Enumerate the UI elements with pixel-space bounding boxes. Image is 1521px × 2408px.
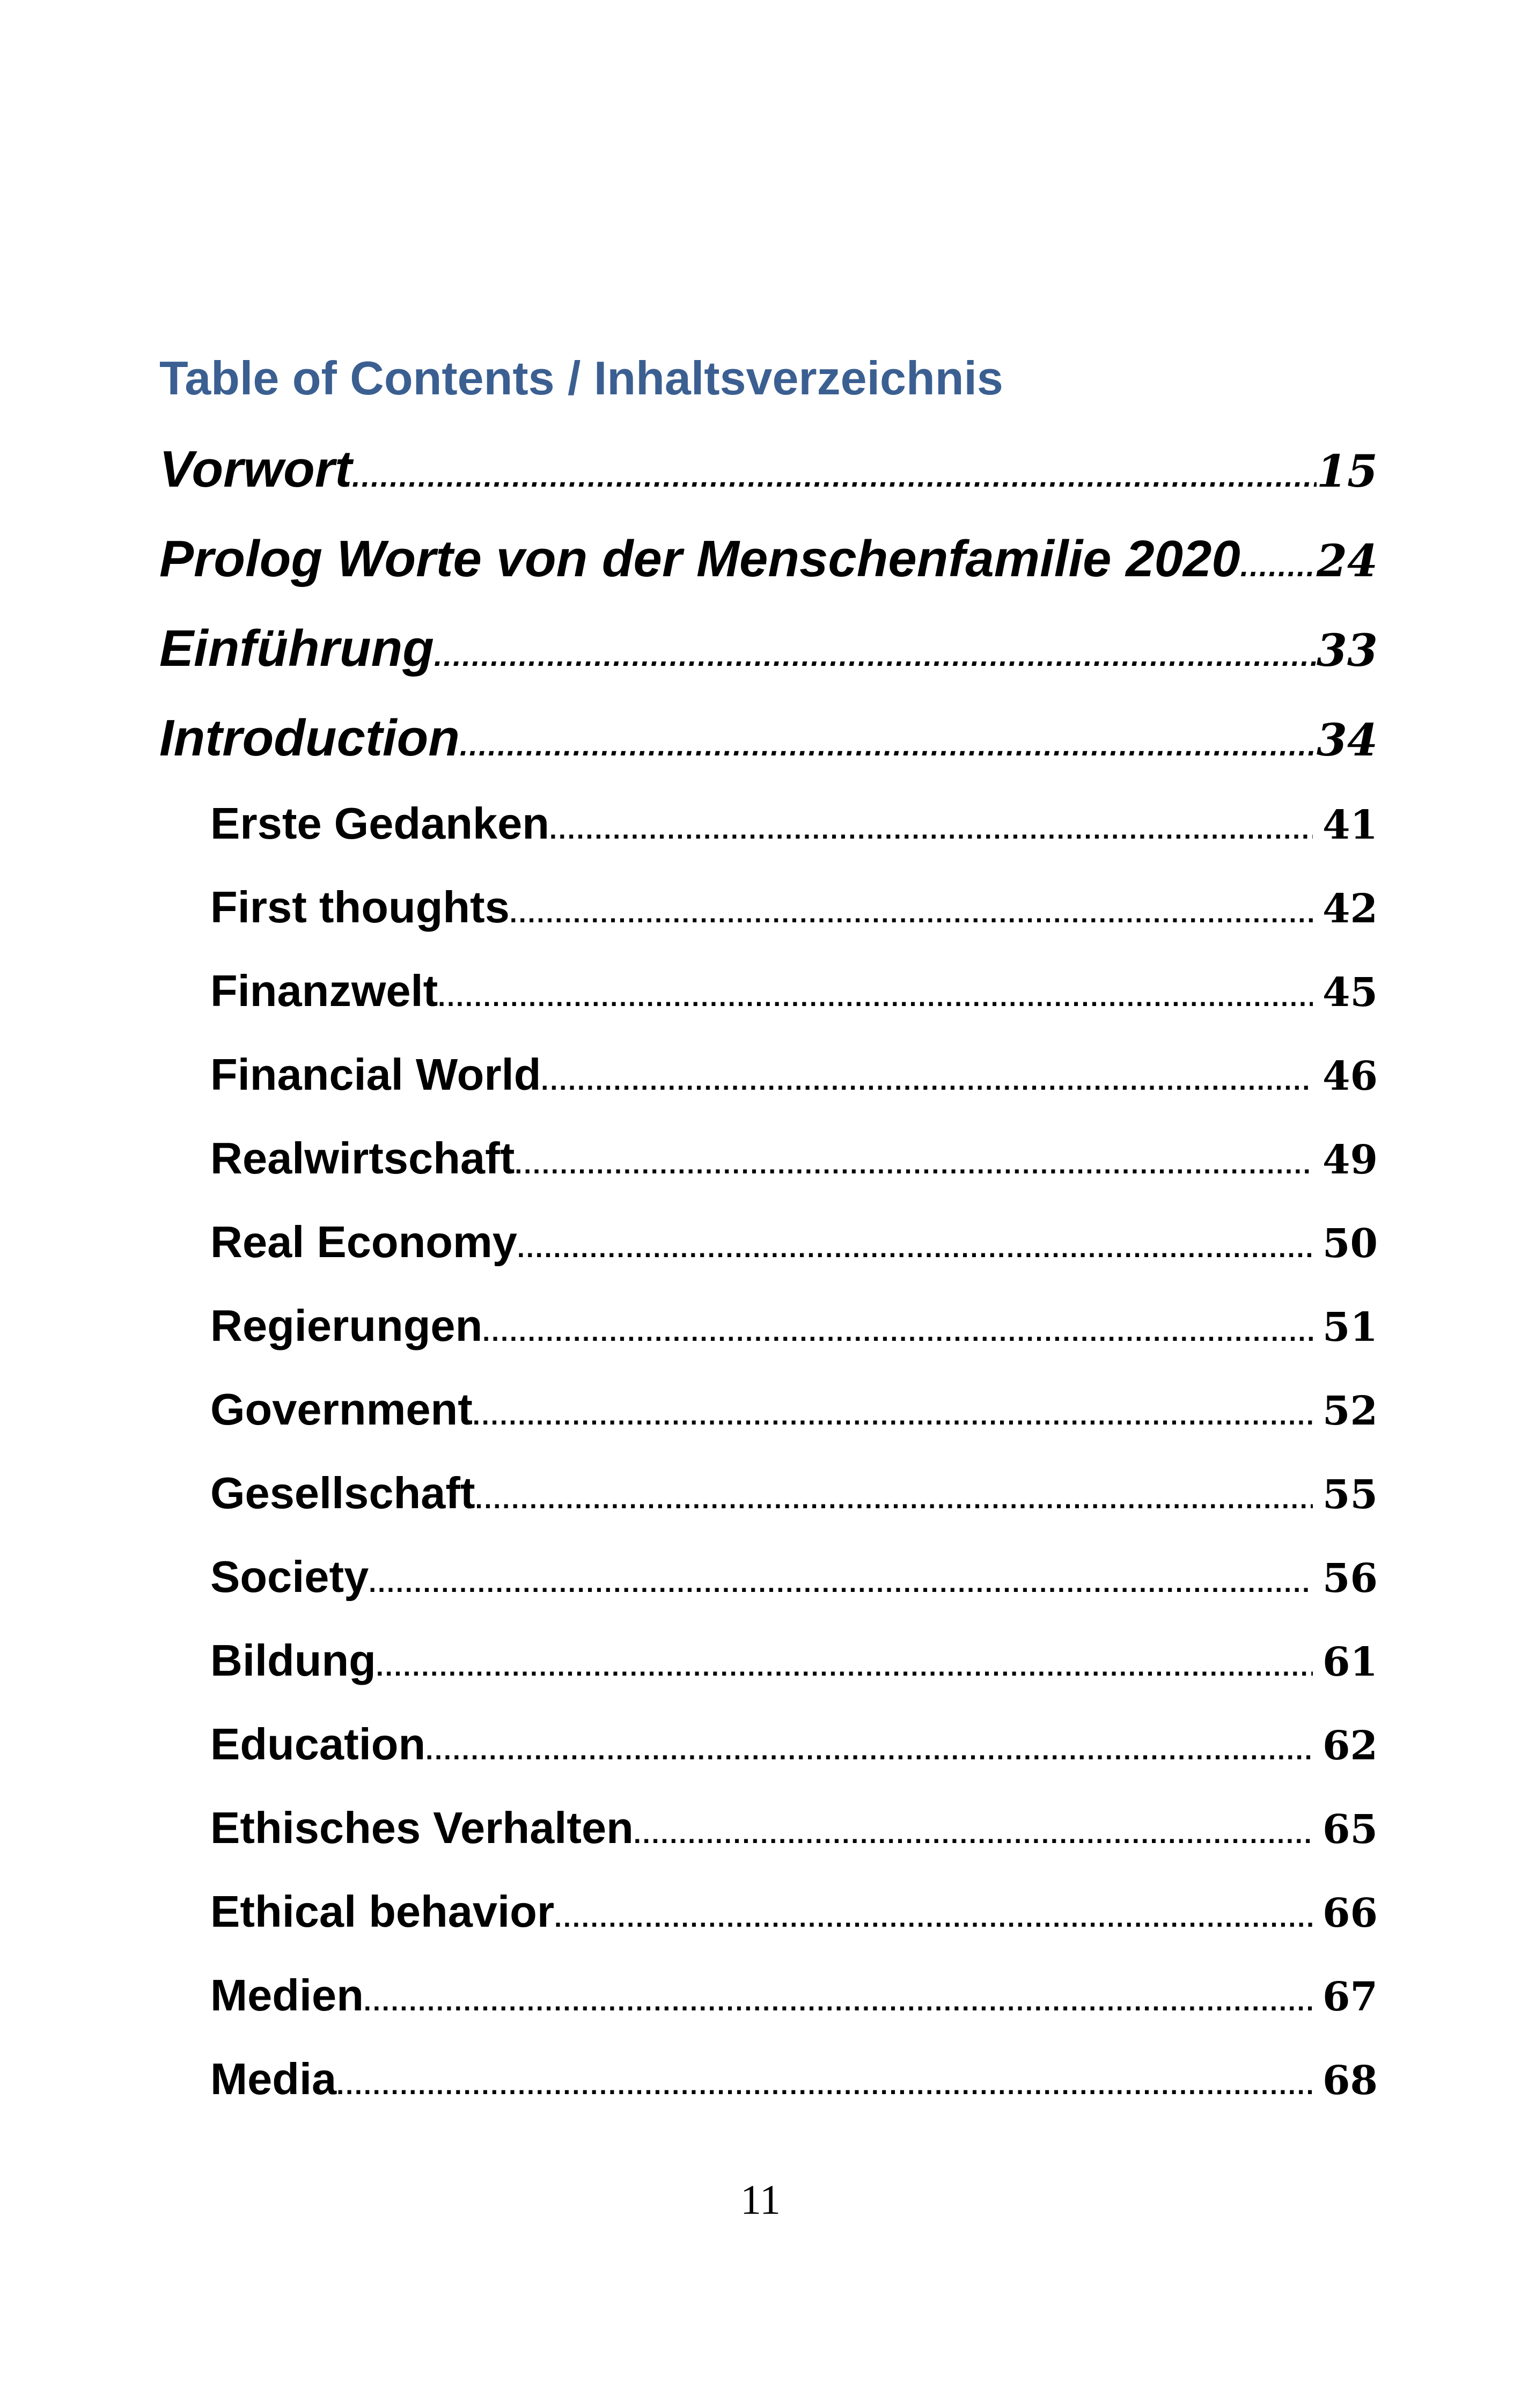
toc-entry-page: 68 bbox=[1322, 2058, 1378, 2104]
toc-entry-ethical-behavior[interactable] bbox=[210, 1886, 1378, 1948]
toc-entry-label: Einführung bbox=[159, 620, 434, 677]
toc-entry-page: 62 bbox=[1322, 1723, 1378, 1769]
toc-entry-einfuehrung[interactable] bbox=[159, 619, 1378, 689]
toc-entry-page: 49 bbox=[1322, 1137, 1378, 1183]
toc-entry-introduction[interactable] bbox=[159, 709, 1378, 779]
dot-leader bbox=[515, 1149, 1313, 1180]
toc-entry-label: Gesellschaft bbox=[210, 1468, 475, 1518]
dot-leader bbox=[482, 1316, 1313, 1347]
dot-leader bbox=[369, 1567, 1313, 1598]
dot-leader bbox=[634, 1818, 1313, 1849]
toc-entry-label: Media bbox=[210, 2054, 337, 2104]
toc-entry-gesellschaft[interactable] bbox=[210, 1467, 1378, 1529]
toc-entry-vorwort[interactable] bbox=[159, 440, 1378, 510]
toc-entry-realwirtschaft[interactable] bbox=[210, 1133, 1378, 1194]
toc-entry-page: 41 bbox=[1322, 802, 1378, 848]
toc-entry-page: 33 bbox=[1316, 625, 1378, 677]
toc-entry-label: Society bbox=[210, 1552, 369, 1602]
dot-leader bbox=[554, 1902, 1313, 1933]
toc-entry-regierungen[interactable] bbox=[210, 1300, 1378, 1362]
toc-entry-page: 34 bbox=[1316, 715, 1378, 766]
page-number: 11 bbox=[740, 2176, 781, 2223]
toc-entry-real-economy[interactable] bbox=[210, 1216, 1378, 1278]
toc-entry-page: 24 bbox=[1316, 535, 1378, 587]
toc-entry-label: Medien bbox=[210, 1970, 364, 2020]
toc-entry-erste-gedanken[interactable] bbox=[210, 798, 1378, 860]
toc-heading: Table of Contents / Inhaltsverzeichnis bbox=[159, 351, 1003, 405]
toc-entry-label: Ethical behavior bbox=[210, 1886, 555, 1936]
toc-entry-label: Erste Gedanken bbox=[210, 798, 549, 848]
toc-entry-media[interactable] bbox=[210, 2053, 1378, 2115]
dot-leader bbox=[376, 1651, 1313, 1682]
toc-entry-society[interactable] bbox=[210, 1551, 1378, 1613]
toc-entry-label: Regierungen bbox=[210, 1301, 483, 1350]
toc-entry-page: 56 bbox=[1322, 1555, 1378, 1602]
dot-leader bbox=[336, 2069, 1313, 2101]
toc-entry-label: Realwirtschaft bbox=[210, 1133, 515, 1183]
dot-leader bbox=[475, 1484, 1313, 1515]
toc-entry-finanzwelt[interactable] bbox=[210, 965, 1378, 1027]
toc-entry-label: Vorwort bbox=[159, 441, 352, 498]
toc-entry-label: Introduction bbox=[159, 709, 460, 767]
toc-entry-financial-world[interactable] bbox=[210, 1049, 1378, 1111]
toc-entry-page: 15 bbox=[1316, 446, 1378, 497]
dot-leader bbox=[434, 638, 1317, 673]
dot-leader bbox=[1240, 548, 1317, 583]
toc-entry-page: 42 bbox=[1322, 886, 1378, 932]
toc-entry-page: 50 bbox=[1322, 1221, 1378, 1267]
toc-entry-page: 45 bbox=[1322, 970, 1378, 1016]
toc-entry-medien[interactable] bbox=[210, 1970, 1378, 2031]
toc-entry-label: Prolog Worte von der Menschenfamilie 2020 bbox=[159, 530, 1240, 588]
toc-entry-page: 67 bbox=[1322, 1974, 1378, 2020]
toc-entry-page: 46 bbox=[1322, 1053, 1378, 1099]
toc-entry-label: Financial World bbox=[210, 1049, 541, 1099]
dot-leader bbox=[460, 728, 1317, 762]
toc-entry-label: First thoughts bbox=[210, 882, 510, 932]
toc-entry-page: 55 bbox=[1322, 1472, 1378, 1518]
toc-entry-ethisches-verhalten[interactable] bbox=[210, 1802, 1378, 1864]
toc-entry-page: 65 bbox=[1322, 1807, 1378, 1853]
toc-entry-page: 66 bbox=[1322, 1890, 1378, 1936]
toc-entry-education[interactable] bbox=[210, 1719, 1378, 1780]
toc-entry-label: Government bbox=[210, 1384, 473, 1434]
dot-leader bbox=[425, 1735, 1313, 1766]
toc-entry-page: 52 bbox=[1322, 1388, 1378, 1434]
toc-entry-page: 51 bbox=[1322, 1304, 1378, 1350]
dot-leader bbox=[510, 898, 1313, 929]
dot-leader bbox=[352, 459, 1317, 494]
toc-entry-label: Bildung bbox=[210, 1635, 376, 1685]
toc-entry-bildung[interactable] bbox=[210, 1635, 1378, 1697]
dot-leader bbox=[517, 1232, 1313, 1264]
toc-entry-prolog[interactable] bbox=[159, 530, 1378, 599]
toc-entry-label: Real Economy bbox=[210, 1217, 517, 1267]
toc-entry-label: Education bbox=[210, 1719, 426, 1769]
toc-entry-page: 61 bbox=[1322, 1639, 1378, 1685]
dot-leader bbox=[549, 814, 1313, 845]
dot-leader bbox=[541, 1065, 1313, 1096]
dot-leader bbox=[473, 1400, 1313, 1431]
dot-leader bbox=[438, 981, 1313, 1012]
toc-entry-first-thoughts[interactable] bbox=[210, 882, 1378, 943]
dot-leader bbox=[364, 1986, 1313, 2017]
toc-entry-label: Finanzwelt bbox=[210, 966, 438, 1016]
toc-entry-government[interactable] bbox=[210, 1384, 1378, 1445]
toc-entry-label: Ethisches Verhalten bbox=[210, 1803, 634, 1853]
